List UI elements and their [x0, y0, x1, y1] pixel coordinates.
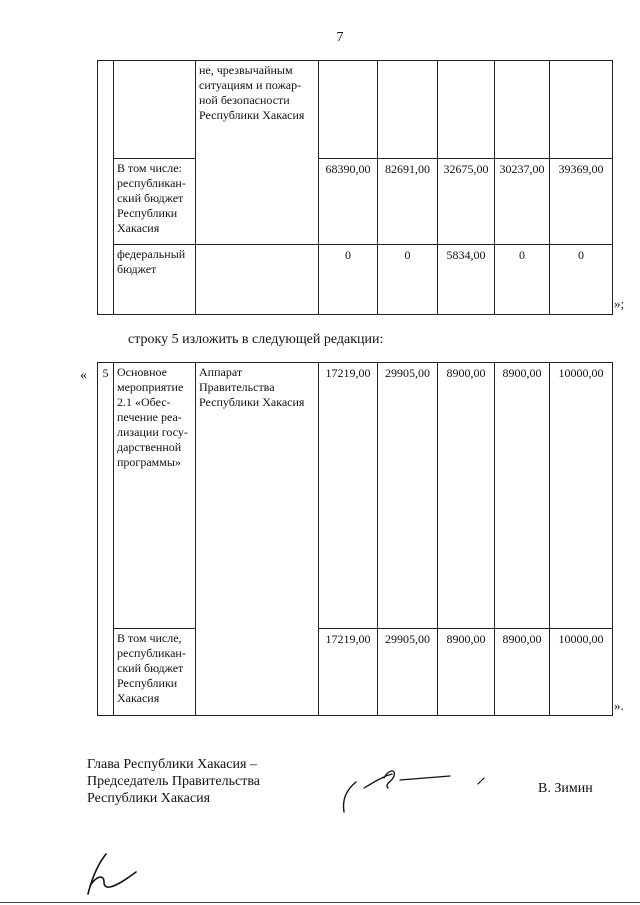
- label-line: В том числе,: [117, 631, 182, 645]
- signatory-title: [87, 756, 260, 807]
- table-row: [98, 363, 613, 629]
- value-cell: [438, 61, 495, 159]
- executor-line: Республики Хакасия: [199, 395, 305, 409]
- signer-name: В. Зимин: [538, 781, 593, 796]
- label-cell: [114, 363, 196, 629]
- value-cell: 29905,00: [378, 363, 438, 629]
- page-number: 7: [336, 30, 344, 45]
- label-line: ский бюджет: [117, 191, 184, 205]
- title-line: Председатель Правительства: [87, 774, 260, 789]
- value-cell: [378, 61, 438, 159]
- label-line: федеральный: [117, 247, 186, 261]
- label-line: Республики: [117, 206, 178, 220]
- budget-table-row5: [97, 362, 613, 716]
- executor-line: ной безопасности: [199, 93, 290, 107]
- label-line: Хакасия: [117, 691, 160, 705]
- label-line: Основное: [117, 365, 167, 379]
- title-line: Республики Хакасия: [87, 791, 211, 806]
- table-row: [98, 61, 613, 159]
- label-cell: [114, 629, 196, 716]
- value-cell: 5834,00: [438, 245, 495, 315]
- executor-line: Правительства: [199, 380, 275, 394]
- closing-quote: ».: [614, 698, 624, 713]
- value-cell: 8900,00: [438, 363, 495, 629]
- label-cell: [114, 245, 196, 315]
- executor-line: не, чрезвычайным: [199, 63, 293, 77]
- opening-quote: «: [80, 368, 87, 383]
- label-line: лизации госу-: [117, 425, 188, 439]
- value-cell: 0: [495, 245, 550, 315]
- value-cell: 8900,00: [495, 363, 550, 629]
- title-line: Глава Республики Хакасия –: [87, 757, 257, 772]
- value-cell: 82691,00: [378, 159, 438, 245]
- label-line: мероприятие: [117, 380, 184, 394]
- executor-line: Республики Хакасия: [199, 108, 305, 122]
- value-cell: 10000,00: [550, 363, 613, 629]
- label-line: 2.1 «Обес-: [117, 395, 171, 409]
- table-row: [98, 629, 613, 716]
- label-line: республикан-: [117, 176, 186, 190]
- label-line: ский бюджет: [117, 661, 184, 675]
- label-cell: [114, 159, 196, 245]
- bottom-edge-line: [0, 902, 640, 903]
- label-line: республикан-: [117, 646, 186, 660]
- budget-table-continued: [97, 60, 613, 315]
- table-row: [98, 245, 613, 315]
- executor-cell: [196, 61, 319, 245]
- row-number-cell: 5: [98, 363, 114, 716]
- value-cell: 29905,00: [378, 629, 438, 716]
- label-cell: [114, 61, 196, 159]
- value-cell: 68390,00: [319, 159, 378, 245]
- value-cell: 8900,00: [438, 629, 495, 716]
- value-cell: 0: [378, 245, 438, 315]
- value-cell: 0: [550, 245, 613, 315]
- table-row: [98, 159, 613, 245]
- number-cell: [98, 61, 114, 315]
- executor-cell: [196, 363, 319, 716]
- label-line: В том числе:: [117, 161, 182, 175]
- value-cell: 10000,00: [550, 629, 613, 716]
- value-cell: 8900,00: [495, 629, 550, 716]
- value-cell: 39369,00: [550, 159, 613, 245]
- value-cell: [550, 61, 613, 159]
- instruction-text: строку 5 изложить в следующей редакции:: [128, 332, 384, 347]
- executor-line: Аппарат: [199, 365, 243, 379]
- value-cell: 17219,00: [319, 363, 378, 629]
- label-line: дарственной: [117, 440, 182, 454]
- value-cell: 17219,00: [319, 629, 378, 716]
- handwritten-initials: [76, 850, 146, 900]
- executor-cell: [196, 245, 319, 315]
- label-line: Хакасия: [117, 221, 160, 235]
- value-cell: 32675,00: [438, 159, 495, 245]
- value-cell: 0: [319, 245, 378, 315]
- label-line: программы»: [117, 455, 181, 469]
- value-cell: 30237,00: [495, 159, 550, 245]
- value-cell: [495, 61, 550, 159]
- label-line: Республики: [117, 676, 178, 690]
- label-line: печение реа-: [117, 410, 182, 424]
- handwritten-signature: [334, 760, 504, 820]
- executor-line: ситуациям и пожар-: [199, 78, 302, 92]
- value-cell: [319, 61, 378, 159]
- label-line: бюджет: [117, 262, 157, 276]
- closing-quote: »;: [614, 296, 625, 311]
